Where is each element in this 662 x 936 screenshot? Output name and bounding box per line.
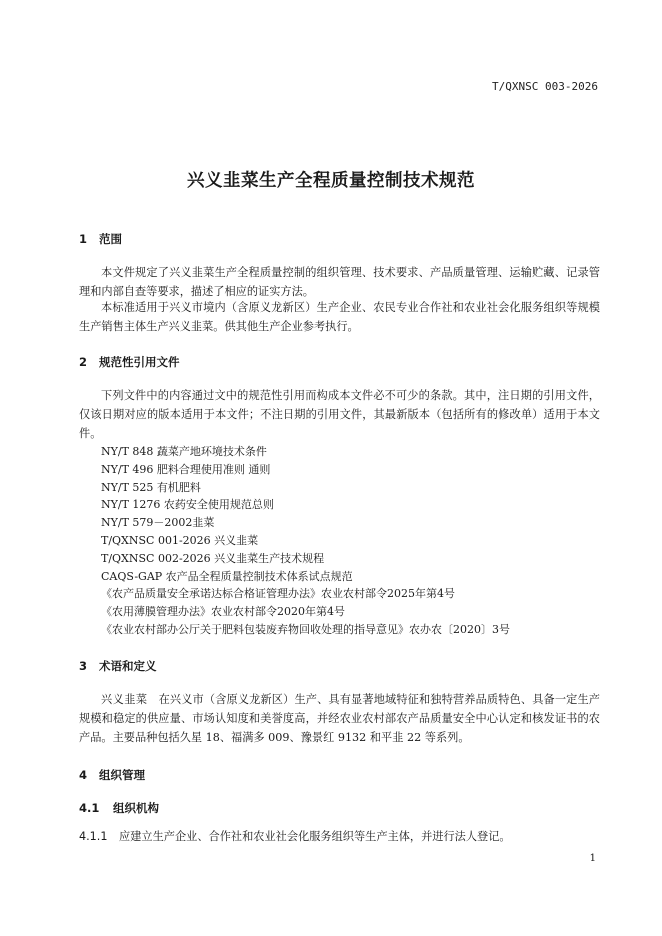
reference-item: 《农产品质量安全承诺达标合格证管理办法》农业农村部令2025年第4号 — [101, 587, 455, 601]
reference-item: T/QXNSC 002-2026 兴义韭菜生产技术规程 — [101, 551, 325, 565]
section-number: 2 — [79, 355, 88, 369]
section-2-heading — [79, 354, 180, 370]
page-number: 1 — [589, 853, 596, 864]
section-2-paragraph-1: 下列文件中的内容通过文中的规范性引用而构成本文件必不可少的条款。其中，注日期的引用文件，仅该日期对应的版本适用于本文件；不注日期的引用文件，其最新版本（包括所有的修改单）适用于本文件。 — [79, 389, 600, 440]
reference-item: NY/T 496 肥料合理使用准则 通则 — [101, 462, 271, 476]
subsection-title: 组织机构 — [113, 801, 159, 815]
reference-item: CAQS-GAP 农产品全程质量控制技术体系试点规范 — [101, 569, 353, 583]
section-1-heading — [79, 231, 122, 247]
reference-item: NY/T 1276 农药安全使用规范总则 — [101, 498, 274, 512]
clause-number: 4.1.1 — [79, 830, 108, 843]
reference-item: NY/T 848 蔬菜产地环境技术条件 — [101, 445, 267, 458]
subsection-number: 4.1 — [79, 801, 100, 815]
section-number: 3 — [79, 659, 88, 673]
reference-item: 《农业农村部办公厅关于肥料包装废弃物回收处理的指导意见》农办农〔2020〕3号 — [101, 622, 510, 636]
reference-item: NY/T 525 有机肥料 — [101, 480, 201, 494]
section-4-heading — [79, 767, 145, 783]
section-1-paragraph-2: 本标准适用于兴义市境内（含原义龙新区）生产企业、农民专业合作社和农业社会化服务组织等规模生产销售主体生产兴义韭菜。供其他生产企业参考执行。 — [79, 301, 600, 333]
section-1-paragraph-1: 本文件规定了兴义韭菜生产全程质量控制的组织管理、技术要求、产品质量管理、运输贮藏、记录管理和内部自查等要求，描述了相应的证实方法。 — [79, 266, 600, 298]
reference-item: T/QXNSC 001-2026 兴义韭菜 — [101, 533, 259, 547]
clause-text: 应建立生产企业、合作社和农业社会化服务组织等生产主体，并进行法人登记。 — [119, 830, 511, 843]
reference-item: 《农用薄膜管理办法》农业农村部令2020年第4号 — [101, 605, 345, 619]
section-title: 规范性引用文件 — [99, 355, 180, 369]
section-3-heading — [79, 658, 157, 674]
clause-4-1-1 — [79, 828, 511, 844]
term-name: 兴义韭菜 — [101, 693, 148, 706]
document-title: 兴义韭菜生产全程质量控制技术规范 — [187, 171, 475, 191]
section-number: 1 — [79, 232, 88, 246]
subsection-4-1-heading — [79, 800, 159, 816]
section-title: 组织管理 — [99, 768, 145, 782]
section-title: 术语和定义 — [99, 659, 157, 673]
document-number: T/QXNSC 003-2026 — [492, 80, 598, 93]
term-definition-text: 在兴义市（含原义龙新区）生产、具有显著地域特征和独特营养品质特色、具备一定生产规模和稳定的供应量、市场认知度和美誉度高，并经农业农村部农产品质量安全中心认定和核发证书的农产品。主要品种包括久星 18、福满多 009、豫景红 9132 和平韭 22 等系列。 — [79, 693, 600, 744]
reference-item: NY/T 579－2002韭菜 — [101, 516, 215, 530]
term-definition — [79, 690, 600, 747]
section-number: 4 — [79, 768, 88, 782]
normative-reference-list — [101, 443, 510, 639]
section-title: 范围 — [99, 232, 122, 246]
